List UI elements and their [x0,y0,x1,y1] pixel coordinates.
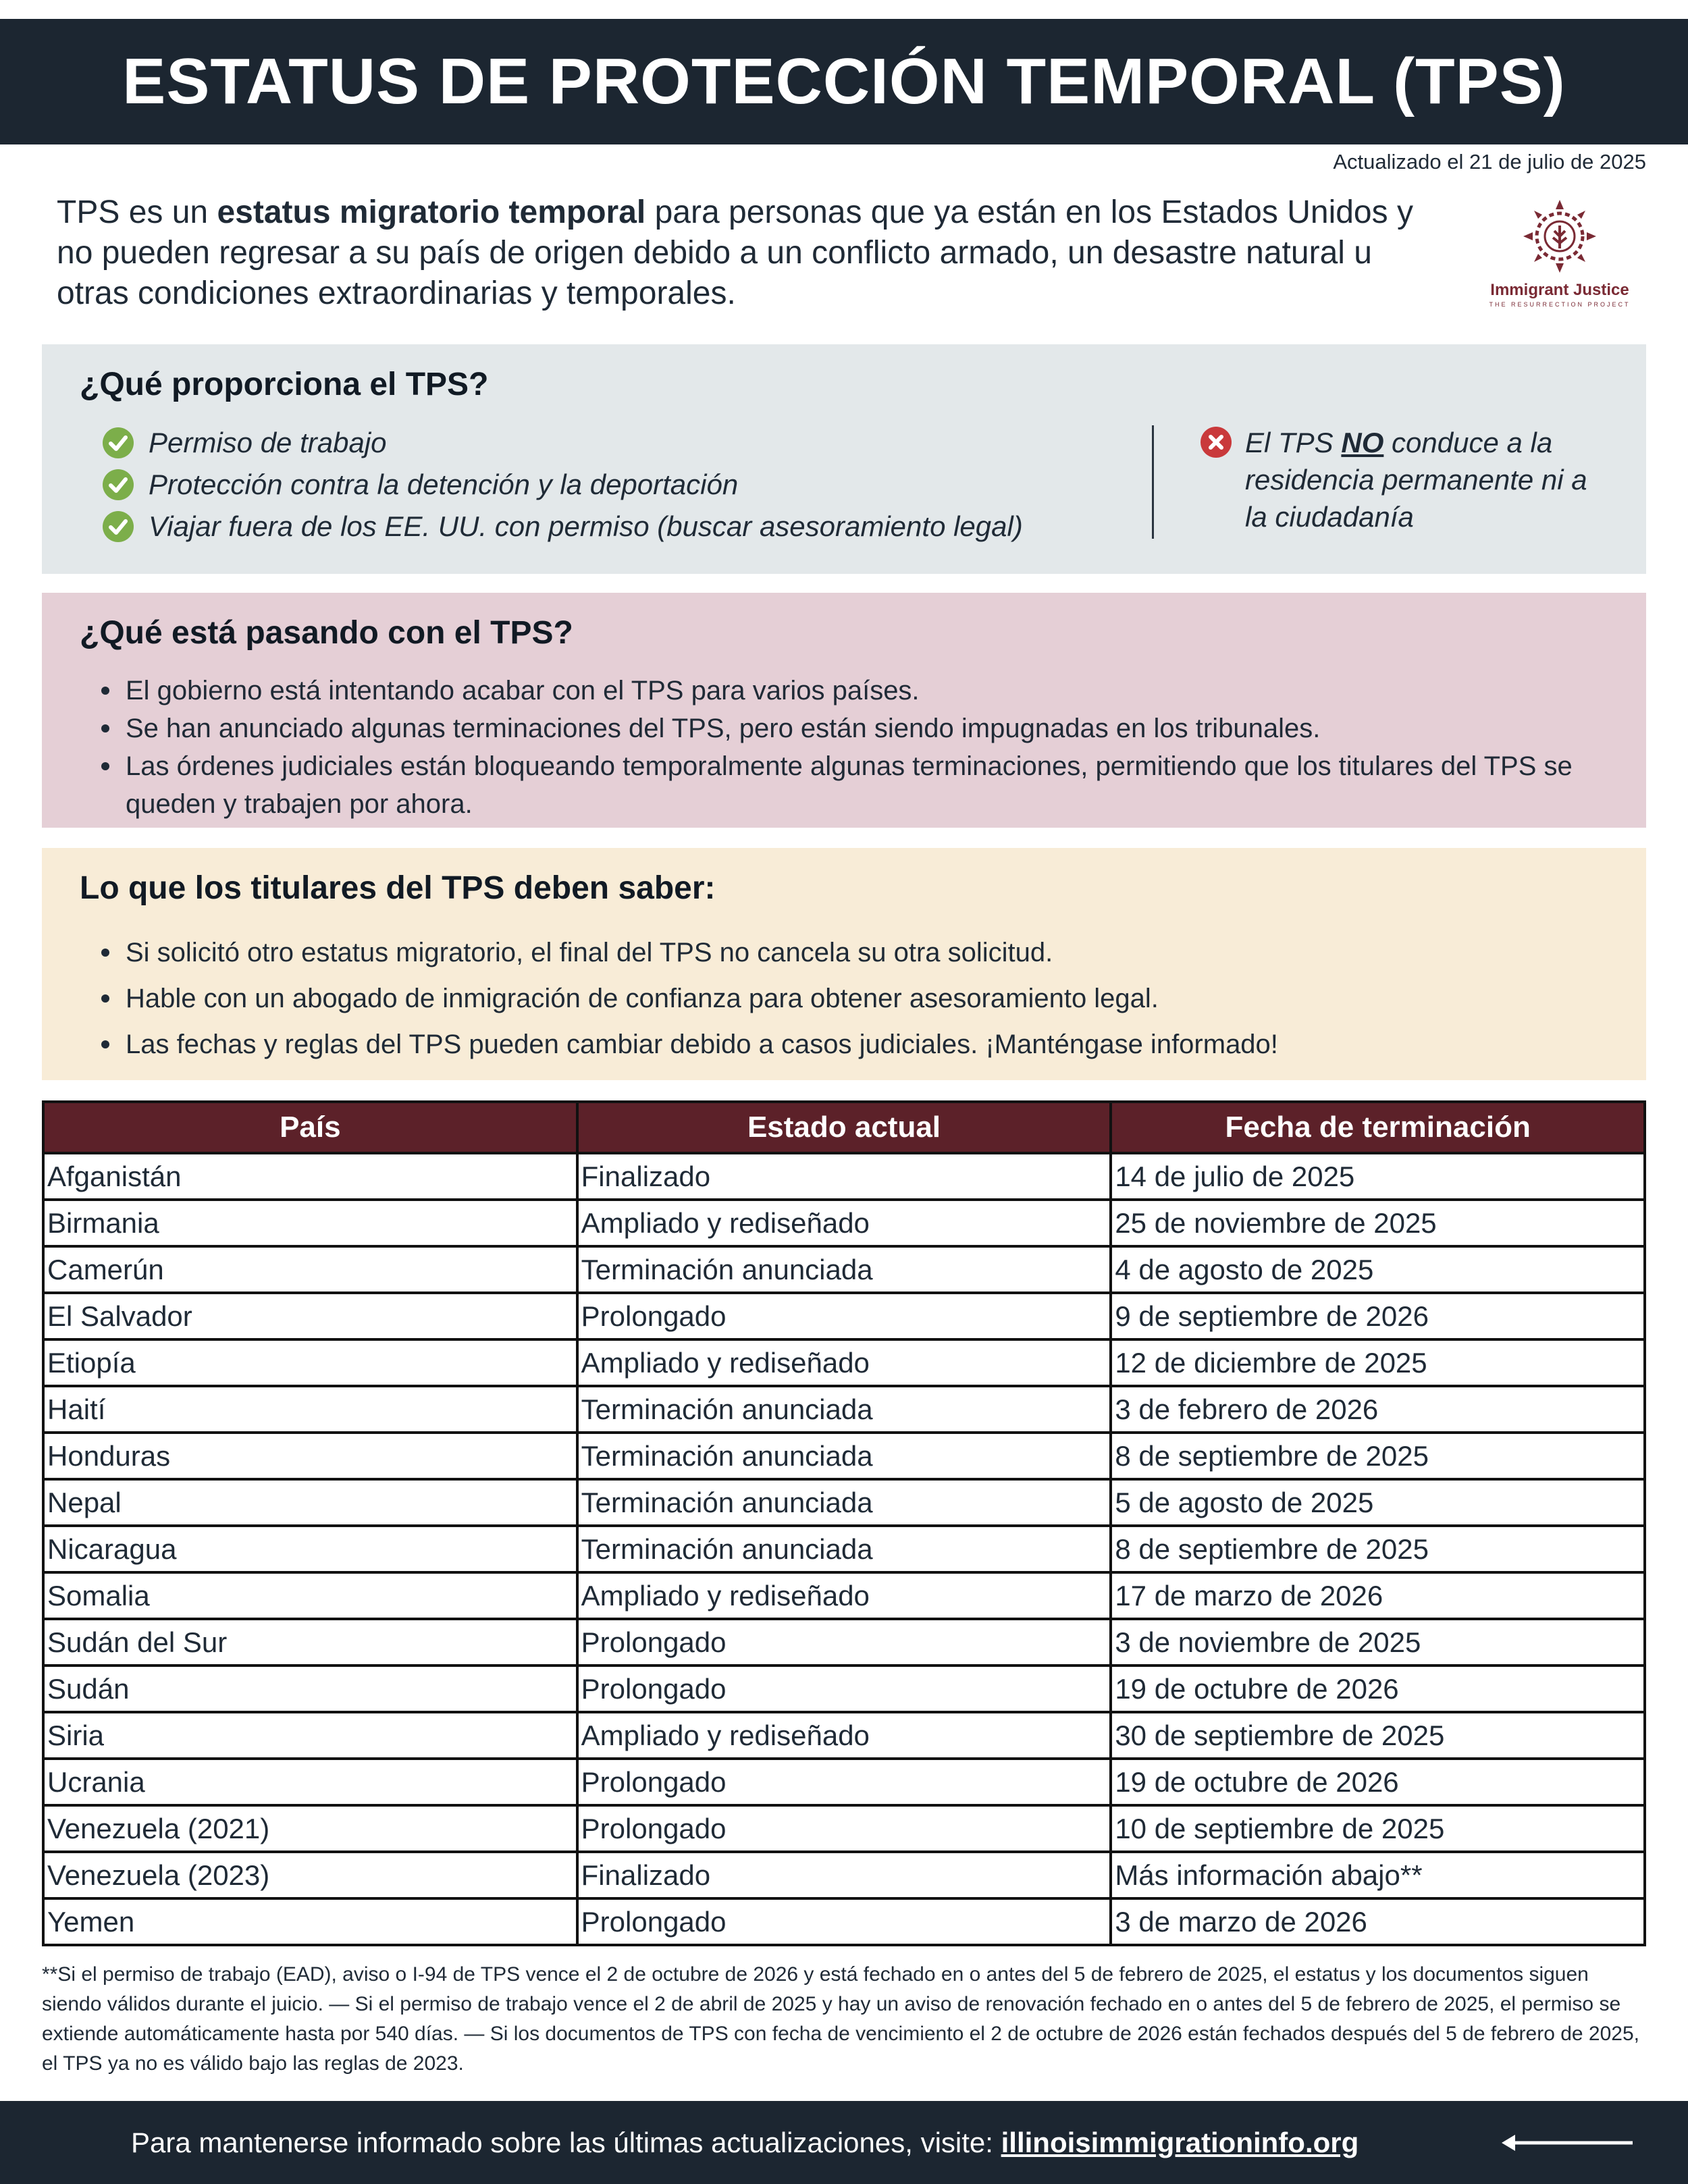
cell-country: Nicaragua [43,1526,577,1572]
happening-section [42,593,1646,828]
list-item: Si solicitó otro estatus migratorio, el final del TPS no cancela su otra solicitud. [126,930,1608,976]
cell-end-date: 17 de marzo de 2026 [1111,1572,1645,1619]
table-row [43,1572,1645,1619]
cell-country: Honduras [43,1433,577,1479]
know-title: Lo que los titulares del TPS deben saber: [80,870,716,906]
table-row [43,1526,1645,1572]
check-circle-icon [103,511,134,542]
table-row [43,1153,1645,1200]
cell-end-date: 12 de diciembre de 2025 [1111,1339,1645,1386]
cell-status: Ampliado y rediseñado [577,1712,1111,1759]
list-item: Las fechas y reglas del TPS pueden cambiar debido a casos judiciales. ¡Manténgase informado! [126,1021,1608,1067]
cell-status: Prolongado [577,1619,1111,1666]
know-section [42,848,1646,1080]
cell-country: Yemen [43,1898,577,1945]
provides-title: ¿Qué proporciona el TPS? [80,367,489,402]
table-row [43,1852,1645,1898]
table-row [43,1666,1645,1712]
cell-status: Finalizado [577,1852,1111,1898]
cell-country: Sudán [43,1666,577,1712]
x-circle-icon [1201,427,1232,458]
column-header-country: País [43,1102,577,1153]
benefit-item [103,506,1023,548]
benefit-item [103,422,1023,464]
table-row [43,1619,1645,1666]
check-circle-icon [103,427,134,458]
cell-status: Ampliado y rediseñado [577,1200,1111,1246]
cell-country: Venezuela (2023) [43,1852,577,1898]
immigrant-justice-logo [1479,196,1641,317]
table-row [43,1246,1645,1293]
cell-country: Venezuela (2021) [43,1805,577,1852]
table-row [43,1433,1645,1479]
cell-country: Haití [43,1386,577,1433]
page-title: ESTATUS DE PROTECCIÓN TEMPORAL (TPS) [122,45,1566,117]
not-provided-note [1201,424,1610,535]
cell-end-date: 9 de septiembre de 2026 [1111,1293,1645,1339]
cell-end-date: 3 de marzo de 2026 [1111,1898,1645,1945]
table-row [43,1479,1645,1526]
footnote: **Si el permiso de trabajo (EAD), aviso o I-94 de TPS vence el 2 de octubre de 2026 y está fechado en o antes del 5 de febrero de 2025, el estatus y los documentos siguen siendo válidos durante el juicio. — Si el permiso de trabajo vence el 2 de abril de 2025 y hay un aviso de renovación fechado en o antes del 5 de febrero de 2025, el permiso se extiende automáticamente hasta por 540 días. — Si los documentos de TPS con fecha de vencimiento el 2 de octubre de 2026 están fechados después del 5 de febrero de 2025, el TPS ya no es válido bajo las reglas de 2023. [42,1963,1640,2075]
cell-end-date: 4 de agosto de 2025 [1111,1246,1645,1293]
table-row [43,1712,1645,1759]
list-item: Las órdenes judiciales están bloqueando temporalmente algunas terminaciones, permitiendo que los titulares del TPS se queden y trabajen por ahora. [126,747,1608,823]
logo-name: Immigrant Justice [1490,281,1629,299]
cell-end-date: Más información abajo** [1111,1852,1645,1898]
benefits-list [103,422,1023,548]
tps-country-table [42,1100,1646,1946]
provides-section [42,344,1646,574]
cell-end-date: 14 de julio de 2025 [1111,1153,1645,1200]
cell-status: Prolongado [577,1898,1111,1945]
cell-end-date: 3 de noviembre de 2025 [1111,1619,1645,1666]
table-row [43,1759,1645,1805]
updated-date: Actualizado el 21 de julio de 2025 [1333,150,1646,174]
cell-end-date: 3 de febrero de 2026 [1111,1386,1645,1433]
cell-country: Birmania [43,1200,577,1246]
intro-bold: estatus migratorio temporal [217,194,646,230]
cell-end-date: 10 de septiembre de 2025 [1111,1805,1645,1852]
cell-country: Camerún [43,1246,577,1293]
logo-subtitle: THE RESURRECTION PROJECT [1489,301,1631,308]
cell-status: Prolongado [577,1759,1111,1805]
list-item: El gobierno está intentando acabar con el TPS para varios países. [126,672,1608,710]
cell-end-date: 25 de noviembre de 2025 [1111,1200,1645,1246]
cell-end-date: 19 de octubre de 2026 [1111,1759,1645,1805]
benefit-label: Protección contra la detención y la deportación [149,469,739,500]
table-row [43,1339,1645,1386]
cell-end-date: 8 de septiembre de 2025 [1111,1526,1645,1572]
not-provided-text [1245,424,1610,535]
intro-suffix: para personas que ya están en los Estados Unidos y no pueden regresar a su país de origen debido a un conflicto armado, un desastre natural u otras condiciones extraordinarias y temporales. [57,194,1413,311]
check-circle-icon [103,469,134,500]
cell-country: Somalia [43,1572,577,1619]
cell-status: Prolongado [577,1293,1111,1339]
list-item: Hable con un abogado de inmigración de confianza para obtener asesoramiento legal. [126,976,1608,1021]
table-row [43,1200,1645,1246]
happening-title: ¿Qué está pasando con el TPS? [80,615,573,651]
column-header-end-date: Fecha de terminación [1111,1102,1645,1153]
cell-end-date: 5 de agosto de 2025 [1111,1479,1645,1526]
cell-end-date: 8 de septiembre de 2025 [1111,1433,1645,1479]
footer-text [131,2127,1359,2159]
cell-status: Ampliado y rediseñado [577,1572,1111,1619]
table-row [43,1805,1645,1852]
benefit-label: Permiso de trabajo [149,427,387,458]
cell-country: Sudán del Sur [43,1619,577,1666]
page-header [0,19,1688,144]
cell-status: Terminación anunciada [577,1433,1111,1479]
footer-message: Para mantenerse informado sobre las últimas actualizaciones, visite: [131,2127,1001,2158]
table-row [43,1386,1645,1433]
list-item: Se han anunciado algunas terminaciones del TPS, pero están siendo impugnadas en los tribunales. [126,710,1608,747]
benefit-label: Viajar fuera de los EE. UU. con permiso (buscar asesoramiento legal) [149,510,1023,542]
cell-status: Prolongado [577,1805,1111,1852]
cell-status: Prolongado [577,1666,1111,1712]
vertical-divider [1152,425,1154,539]
benefit-item [103,464,1023,506]
sun-emblem-icon [1519,196,1600,277]
cell-country: Nepal [43,1479,577,1526]
table-header-row [43,1102,1645,1153]
happening-list [80,672,1608,823]
cell-country: Siria [43,1712,577,1759]
website-link[interactable]: illinoisimmigrationinfo.org [1001,2127,1359,2158]
intro-paragraph [57,192,1448,314]
cell-country: Afganistán [43,1153,577,1200]
cell-end-date: 30 de septiembre de 2025 [1111,1712,1645,1759]
table-row [43,1293,1645,1339]
cell-country: Ucrania [43,1759,577,1805]
not-emphasis: NO [1341,427,1384,458]
intro-prefix: TPS es un [57,194,217,230]
cell-status: Terminación anunciada [577,1526,1111,1572]
not-prefix: El TPS [1245,427,1342,458]
cell-country: Etiopía [43,1339,577,1386]
cell-country: El Salvador [43,1293,577,1339]
column-header-status: Estado actual [577,1102,1111,1153]
table-row [43,1898,1645,1945]
cell-end-date: 19 de octubre de 2026 [1111,1666,1645,1712]
arrow-left-icon [1500,2129,1635,2156]
cell-status: Ampliado y rediseñado [577,1339,1111,1386]
cell-status: Finalizado [577,1153,1111,1200]
not-suffix: conduce a la residencia permanente ni a la ciudadanía [1245,427,1587,533]
cell-status: Terminación anunciada [577,1386,1111,1433]
know-list [80,930,1608,1067]
cell-status: Terminación anunciada [577,1246,1111,1293]
cell-status: Terminación anunciada [577,1479,1111,1526]
page-footer [0,2101,1688,2184]
